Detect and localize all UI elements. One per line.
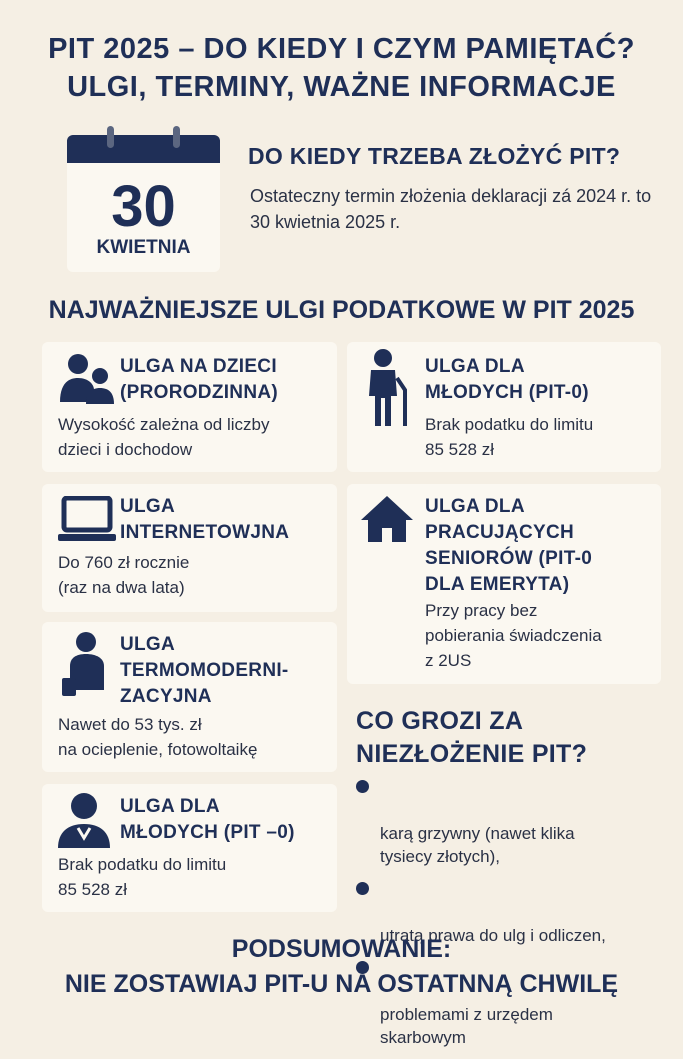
calendar-ring-icon: [107, 126, 114, 148]
relief-description: Przy pracy bez pobierania świadczenia z 2US: [425, 601, 602, 670]
relief-description: Brak podatku do limitu 85 528 zł: [425, 415, 594, 459]
relief-title: ULGA DLA MŁODYCH (PIT –0): [120, 796, 295, 843]
relief-title: ULGA DLA MŁODYCH (PIT-0): [425, 356, 589, 403]
summary: [0, 932, 683, 1002]
title-line-2: ULGI, TERMINY, WAŻNE INFORMACJE: [67, 71, 616, 103]
relief-card-young-2: [42, 784, 337, 912]
calendar-header-bar: [67, 135, 220, 163]
relief-card-children: [42, 342, 337, 472]
relief-title: ULGA TERMOMODERNI- ZACYJNA: [120, 634, 289, 707]
relief-description: Wysokość zależna od liczby dzieci i dochodow: [58, 415, 270, 459]
title-line-1: PIT 2025 – DO KIEDY I CZYM PAMIĘTAĆ?: [48, 33, 635, 65]
relief-title: ULGA DLA PRACUJĄCYCH SENIORÓW (PIT-0 DLA EMERYTA): [425, 496, 593, 595]
list-item: [352, 776, 672, 868]
relief-description: Nawet do 53 tys. zł na ocieplenie, fotowoltaikę: [58, 715, 258, 759]
relief-card-internet: [42, 484, 337, 612]
senior-person-icon: [361, 348, 413, 428]
relief-description: Do 760 zł rocznie (raz na dwa lata): [58, 553, 190, 597]
family-icon: [56, 350, 116, 406]
risks-list: [352, 776, 672, 1059]
young-person-icon: [56, 790, 112, 850]
calendar-day: 30: [111, 174, 176, 239]
relief-title: ULGA INTERNETOWJNA: [120, 496, 290, 543]
worker-icon: [60, 630, 108, 698]
calendar-month: KWIETNIA: [96, 237, 191, 258]
risk-text: problemami z urzędem skarbowym: [380, 1005, 553, 1047]
risks-heading: CO GROZI ZA NIEZŁOŻENIE PIT?: [356, 707, 588, 768]
calendar-icon: [67, 135, 220, 272]
reliefs-heading: NAJWAŻNIEJSZE ULGI PODATKOWE W PIT 2025: [48, 296, 635, 324]
laptop-icon: [58, 496, 116, 542]
bullet-icon: [356, 882, 369, 895]
relief-title: ULGA NA DZIECI (PRORODZINNA): [120, 356, 278, 403]
risk-text: utratą prawa do ulg i odliczen,: [380, 926, 606, 945]
summary-text: NIE ZOSTAWIAJ PIT-U NA OSTATNNĄ CHWILĘ: [64, 970, 619, 998]
risk-text: karą grzywny (nawet klika tysiecy złotych),: [380, 824, 575, 866]
relief-card-seniors: [347, 484, 661, 684]
relief-card-young: [347, 342, 661, 472]
bullet-icon: [356, 780, 369, 793]
relief-card-thermo: [42, 622, 337, 772]
relief-description: Brak podatku do limitu 85 528 zł: [58, 855, 227, 899]
summary-heading: PODSUMOWANIE:: [231, 935, 452, 963]
house-icon: [359, 494, 415, 544]
deadline-heading: DO KIEDY TRZEBA ZŁOŻYĆ PIT?: [248, 143, 621, 169]
deadline-text: Ostateczny termin złożenia deklaracji zá 2024 r. to 30 kwietnia 2025 r.: [250, 186, 652, 232]
page-title: [0, 30, 683, 106]
calendar-ring-icon: [173, 126, 180, 148]
